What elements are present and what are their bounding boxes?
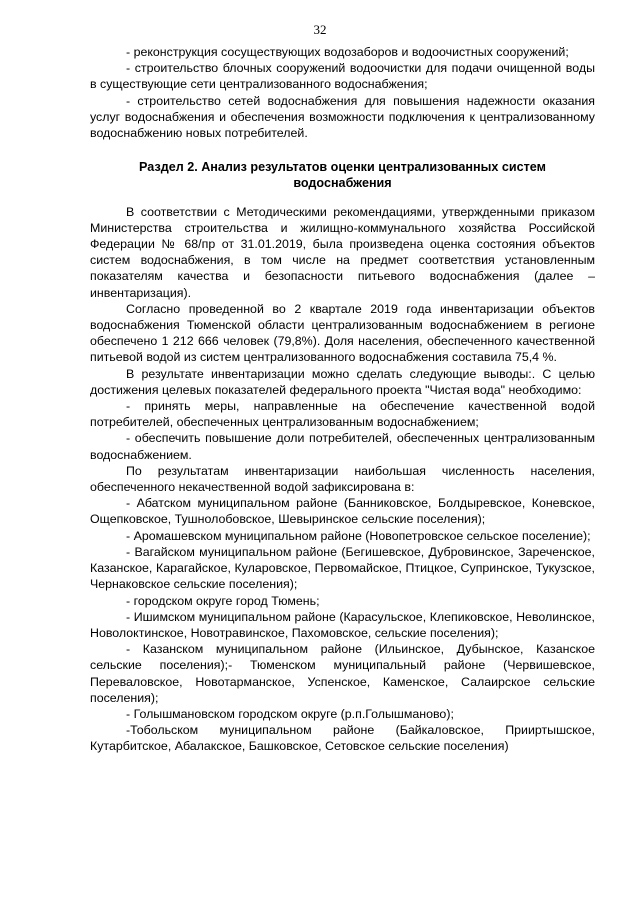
list-item-tyumen-city: - городском округе город Тюмень;	[126, 593, 320, 608]
list-item-vagaysky: - Вагайском муниципальном районе (Бегишевское, Дубровинское, Зареченское, Казанское, Карагайское, Куларовское, Первомайское, Птицкое, Супринское, Тукузское, Чернаковское сельские поселения);	[90, 544, 595, 592]
list-item-aromashevsky: - Аромашевском муниципальном районе (Новопетровское сельское поселение);	[126, 528, 591, 543]
paragraph-low-quality-intro: По результатам инвентаризации наибольшая численность населения, обеспеченного некачественной водой зафиксирована в:	[90, 463, 595, 495]
list-item-ishimsky: - Ишимском муниципальном районе (Карасульское, Клепиковское, Неволинское, Новолоктинское, Новотравинское, Пахомовское, сельские поселения);	[90, 609, 595, 640]
intro-item-3: - строительство сетей водоснабжения для повышения надежности оказания услуг водоснабжения и обеспечения возможности подключения к централизованному водоснабжению новых потребителей.	[90, 93, 595, 141]
section-heading-line1: Раздел 2. Анализ результатов оценки централизованных систем	[139, 160, 546, 175]
intro-item-2: - строительство блочных сооружений водоочистки для подачи очищенной воды в существующие сети централизованного водоснабжения;	[90, 61, 595, 92]
document-body	[90, 44, 595, 755]
page-number: 32	[313, 22, 327, 37]
list-item-abatsky: - Абатском муниципальном районе (Банниковское, Болдыревское, Коневское, Ощепковское, Тушнолобовское, Шевыринское сельские поселения);	[90, 496, 595, 527]
paragraph-conclusions: В результате инвентаризации можно сделать следующие выводы:. С целью достижения целевых показателей федерального проекта "Чистая вода" необходимо:	[90, 366, 595, 397]
paragraph-methodology: В соответствии с Методическими рекомендациями, утвержденными приказом Министерства строительства и жилищно-коммунального хозяйства Российской Федерации № 68/пр от 31.01.2019, была произведена оценка состояния объектов систем водоснабжения, в том числе на предмет соответствия установленным показателям качества и безопасности питьевого водоснабжения (далее – инвентаризация).	[90, 204, 595, 300]
list-item-measures: - принять меры, направленные на обеспечение качественной водой потребителей, обеспеченных централизованным водоснабжением;	[90, 399, 595, 430]
section-heading-line2: водоснабжения	[293, 176, 392, 191]
list-item-tobolsky: -Тобольском муниципальном районе (Байкаловское, Прииртышское, Кутарбитское, Абалакское, Башковское, Сетовское сельские поселения)	[90, 723, 595, 754]
section-heading	[90, 159, 595, 191]
list-item-golyshmanovsky: - Голышмановском городском округе (р.п.Голышманово);	[126, 706, 454, 721]
intro-item-1: - реконструкция сосуществующих водозаборов и водоочистных сооружений;	[126, 45, 569, 59]
list-item-share: - обеспечить повышение доли потребителей, обеспеченных централизованным водоснабжением.	[90, 431, 595, 462]
list-item-kazansky-tyumensky: - Казанском муниципальном районе (Ильинское, Дубынское, Казанское сельские поселения);- Тюменском муниципальный районе (Червишевское, Переваловское, Новотарманское, Успенское, Каменское, Салаирское сельские поселения);	[90, 642, 595, 705]
paragraph-inventory-stats: Согласно проведенной во 2 квартале 2019 года инвентаризации объектов водоснабжения Тюменской области централизованным водоснабжением в регионе обеспечено 1 212 666 человек (79,8%). Доля населения, обеспеченного качественной питьевой водой из систем централизованного водоснабжения составила 75,4 %.	[90, 301, 595, 365]
